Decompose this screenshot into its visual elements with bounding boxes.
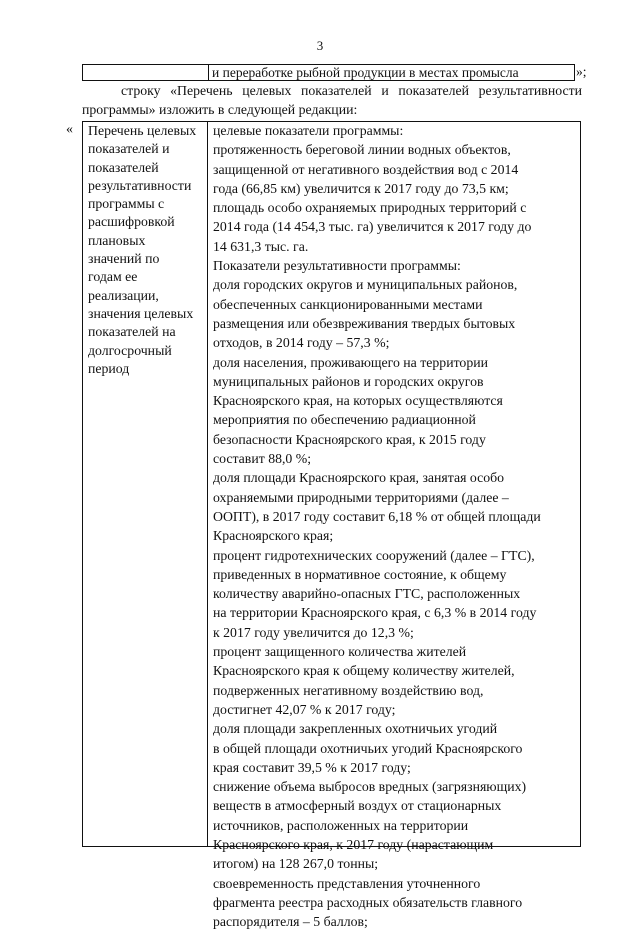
right-cell-line: к 2017 году увеличится до 12,3 %;	[213, 624, 414, 640]
right-cell-line: процент гидротехнических сооружений (далее – ГТС),	[213, 547, 535, 563]
right-cell-line: 14 631,3 тыс. га.	[213, 238, 309, 254]
intro-line-2: программы» изложить в следующей редакции:	[82, 101, 358, 117]
right-cell-line: охраняемыми природными территориями (далее –	[213, 489, 509, 505]
left-cell-line: реализации,	[88, 287, 159, 303]
right-cell-line: достигнет 42,07 % к 2017 году;	[213, 701, 396, 717]
left-cell-line: Перечень целевых	[88, 123, 197, 138]
right-cell-line: Красноярского края;	[213, 528, 334, 544]
right-cell-line: снижение объема выбросов вредных (загрязняющих)	[213, 779, 527, 795]
right-cell-line: доля площади закрепленных охотничьих угодий	[213, 721, 498, 737]
right-cell-line: составит 88,0 %;	[213, 451, 312, 467]
left-cell-line: период	[88, 360, 130, 376]
right-cell-line: Красноярского края к общему количеству жителей,	[213, 663, 515, 679]
right-cell-line: мероприятия по обеспечению радиационной	[213, 412, 476, 428]
right-cell-line: защищенной от негативного воздействия вод с 2014	[213, 161, 519, 177]
left-cell-line: показателей на	[88, 324, 176, 340]
right-cell-line: Показатели результативности программы:	[213, 258, 461, 274]
right-cell-line: доля населения, проживающего на территории	[213, 354, 488, 370]
right-cell-line: муниципальных районов и городских округов	[213, 373, 484, 389]
right-cell-line: доля городских округов и муниципальных районов,	[213, 277, 518, 293]
right-cell-line: в общей площади охотничьих угодий Красноярского	[213, 740, 523, 756]
table-right-cell	[213, 122, 578, 932]
intro-paragraph	[82, 82, 582, 119]
indicators-table	[82, 121, 581, 930]
right-cell-line: источников, расположенных на территории	[213, 817, 469, 833]
previous-row-closing: »;	[576, 64, 587, 79]
right-cell-line: площадь особо охраняемых природных территорий с	[213, 200, 527, 216]
right-cell-line: веществ в атмосферный воздух от стационарных	[213, 798, 502, 814]
left-cell-line: расшифровкой	[88, 214, 175, 230]
previous-row-left-cell	[82, 64, 209, 81]
right-cell-line: Красноярского края, к 2017 году (нарастающим	[213, 836, 494, 852]
right-cell-line: целевые показатели программы:	[213, 123, 404, 138]
intro-line-1: строку «Перечень целевых показателей и показателей результативности	[121, 83, 582, 98]
left-cell-line: годам ее	[88, 269, 138, 285]
page-number: 3	[316, 38, 324, 53]
table-left-cell	[83, 122, 208, 846]
right-cell-line: распорядителя – 5 баллов;	[213, 914, 368, 930]
right-cell-line: процент защищенного количества жителей	[213, 644, 467, 660]
right-cell-line: доля площади Красноярского края, занятая особо	[213, 470, 505, 486]
left-cell-line: значения целевых	[88, 305, 194, 321]
right-cell-line: края составит 39,5 % к 2017 году;	[213, 759, 411, 775]
right-cell-line: ООПТ), в 2017 году составит 6,18 % от общей площади	[213, 508, 541, 524]
right-cell-line: Красноярского края, на которых осуществляются	[213, 393, 503, 409]
left-cell-line: показателей и	[88, 141, 170, 157]
right-cell-line: итогом) на 128 267,0 тонны;	[213, 856, 379, 872]
right-cell-line: года (66,85 км) увеличится к 2017 году до 73,5 км;	[213, 180, 509, 196]
right-cell-line: фрагмента реестра расходных обязательств главного	[213, 894, 523, 910]
right-cell-line: 2014 года (14 454,3 тыс. га) увеличится к 2017 году до	[213, 219, 532, 235]
right-cell-line: подверженных негативному воздействию вод,	[213, 682, 484, 698]
right-cell-line: отходов, в 2014 году – 57,3 %;	[213, 335, 390, 351]
left-cell-line: программы с	[88, 196, 165, 212]
right-cell-line: размещения или обезвреживания твердых бытовых	[213, 315, 516, 331]
previous-row-right-cell: и переработке рыбной продукции в местах промысла	[208, 64, 575, 81]
right-cell-line: своевременность представления уточненного	[213, 875, 481, 891]
left-cell-line: показателей	[88, 159, 159, 175]
right-cell-line: безопасности Красноярского края, к 2015 году	[213, 431, 486, 447]
left-cell-line: плановых	[88, 232, 146, 248]
right-cell-line: приведенных в нормативное состояние, к общему	[213, 566, 507, 582]
left-cell-line: значений по	[88, 251, 160, 267]
left-cell-line: долгосрочный	[88, 342, 172, 358]
right-cell-line: обеспеченных санкционированными местами	[213, 296, 483, 312]
right-cell-line: на территории Красноярского края, с 6,3 % в 2014 году	[213, 605, 537, 621]
right-cell-line: количеству аварийно-опасных ГТС, расположенных	[213, 586, 521, 602]
right-cell-line: протяженность береговой линии водных объектов,	[213, 142, 511, 158]
left-cell-line: результативности	[88, 177, 192, 193]
opening-quote: «	[66, 122, 73, 137]
